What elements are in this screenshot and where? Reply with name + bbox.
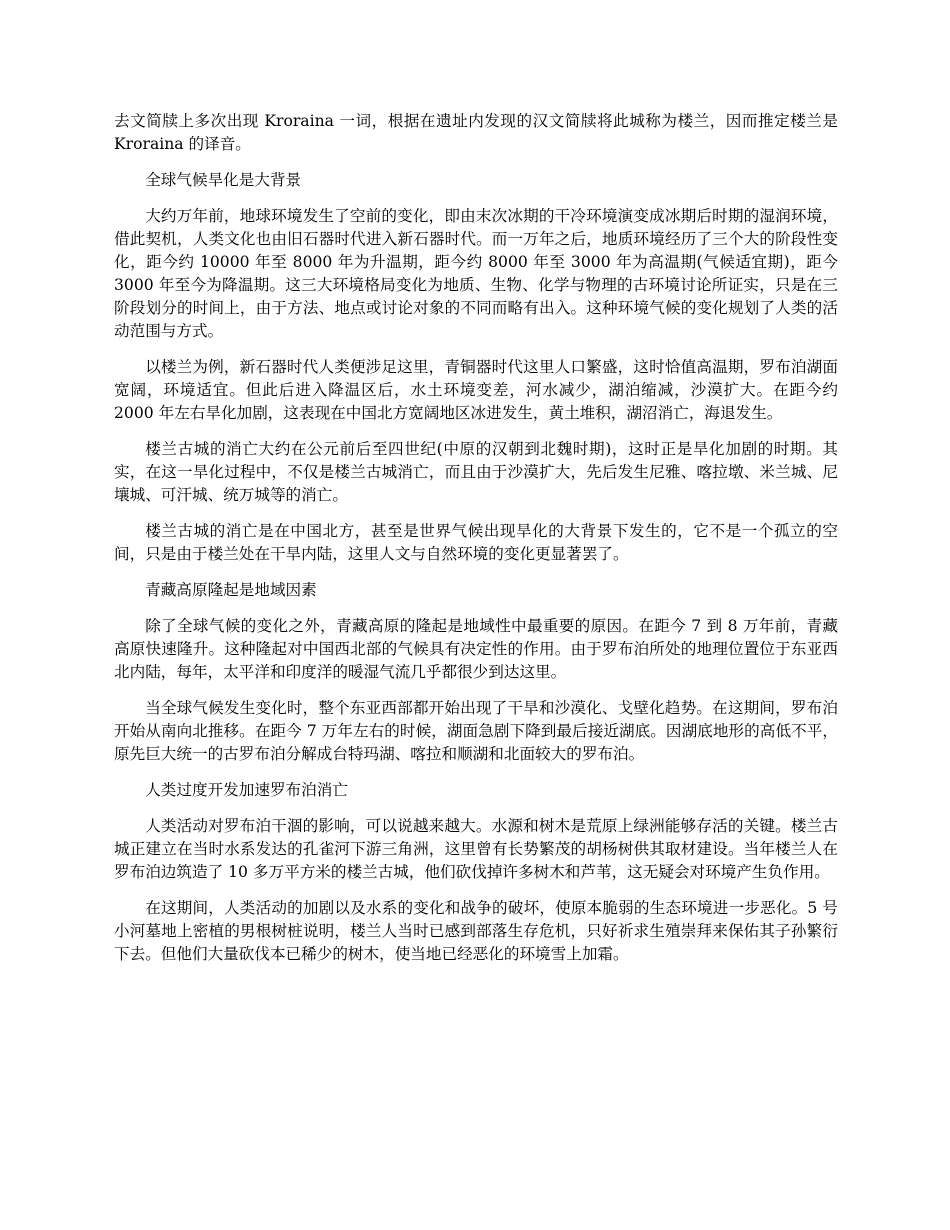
- paragraph-ecological-deterioration: 在这期间，人类活动的加剧以及水系的变化和战争的破坏，使原本脆弱的生态环境进一步恶化。5 号小河墓地上密植的男根树桩说明，楼兰人当时已感到部落生存危机，只好祈求生殖崇拜来保佑其子孙繁衍下去。但他们大量砍伐本已稀少的树木，使当地已经恶化的环境雪上加霜。: [114, 899, 838, 963]
- paragraph-environment-change: 大约万年前，地球环境发生了空前的变化，即由末次冰期的干冷环境演变成冰期后时期的湿润环境，借此契机，人类文化也由旧石器时代进入新石器时代。而一万年之后，地质环境经历了三个大的阶段性变化，距今约 10000 年至 8000 年为升温期，距今约 8000 年至 3000 年为高温期(气候适宜期)，距今 3000 年至今为降温期。这三大环境格局变化为地质、生物、化学与物理的古环境讨论所证实，只是在三阶段划分的时间上，由于方法、地点或讨论对象的不同而略有出入。这种环境气候的变化规划了人类的活动范围与方式。: [114, 207, 838, 340]
- document-page: [114, 110, 838, 979]
- section-heading-global-drought: 全球气候旱化是大背景: [145, 171, 302, 189]
- section-heading-plateau-uplift: 青藏高原隆起是地域因素: [145, 581, 317, 599]
- paragraph-loulan-example: 以楼兰为例，新石器时代人类便涉足这里，青铜器时代这里人口繁盛，这时恰值高温期，罗布泊湖面宽阔，环境适宜。但此后进入降温区后，水土环境变差，河水减少，湖泊缩减，沙漠扩大。在距今约 2000 年左右旱化加剧，这表现在中国北方宽阔地区冰进发生，黄土堆积，湖沼消亡，海退发生。: [114, 358, 838, 422]
- paragraph-human-impact: 人类活动对罗布泊干涸的影响，可以说越来越大。水源和树木是荒原上绿洲能够存活的关键。楼兰古城正建立在当时水系发达的孔雀河下游三角洲，这里曾有长势繁茂的胡杨树供其取材建设。当年楼兰人在罗布泊边筑造了 10 多万平方米的楼兰古城，他们砍伐掉许多树木和芦苇，这无疑会对环境产生负作用。: [114, 817, 838, 881]
- paragraph-loulan-background: 楼兰古城的消亡是在中国北方，甚至是世界气候出现旱化的大背景下发生的，它不是一个孤立的空间，只是由于楼兰处在干旱内陆，这里人文与自然环境的变化更显著罢了。: [114, 522, 838, 563]
- section-heading-human-activity: 人类过度开发加速罗布泊消亡: [145, 781, 348, 799]
- paragraph-loulan-decline-period: 楼兰古城的消亡大约在公元前后至四世纪(中原的汉朝到北魏时期)，这时正是旱化加剧的时期。其实，在这一旱化过程中，不仅是楼兰古城消亡，而且由于沙漠扩大，先后发生尼雅、喀拉墩、米兰城、尼壤城、可汗城、统万城等的消亡。: [114, 440, 838, 504]
- paragraph-intro-continuation: 去文简牍上多次出现 Kroraina 一词，根据在遗址内发现的汉文简牍将此城称为楼兰，因而推定楼兰是 Kroraina 的译音。: [114, 112, 838, 153]
- paragraph-plateau-uplift: 除了全球气候的变化之外，青藏高原的隆起是地域性中最重要的原因。在距今 7 到 8 万年前，青藏高原快速隆升。这种隆起对中国西北部的气候具有决定性的作用。由于罗布泊所处的地理位置位于东亚西北内陆，每年，太平洋和印度洋的暖湿气流几乎都很少到达这里。: [114, 617, 838, 681]
- paragraph-lop-nur-shift: 当全球气候发生变化时，整个东亚西部都开始出现了干旱和沙漠化、戈壁化趋势。在这期间，罗布泊开始从南向北推移。在距今 7 万年左右的时候，湖面急剧下降到最后接近湖底。因湖底地形的高低不平，原先巨大统一的古罗布泊分解成台特玛湖、喀拉和顺湖和北面较大的罗布泊。: [114, 699, 838, 763]
